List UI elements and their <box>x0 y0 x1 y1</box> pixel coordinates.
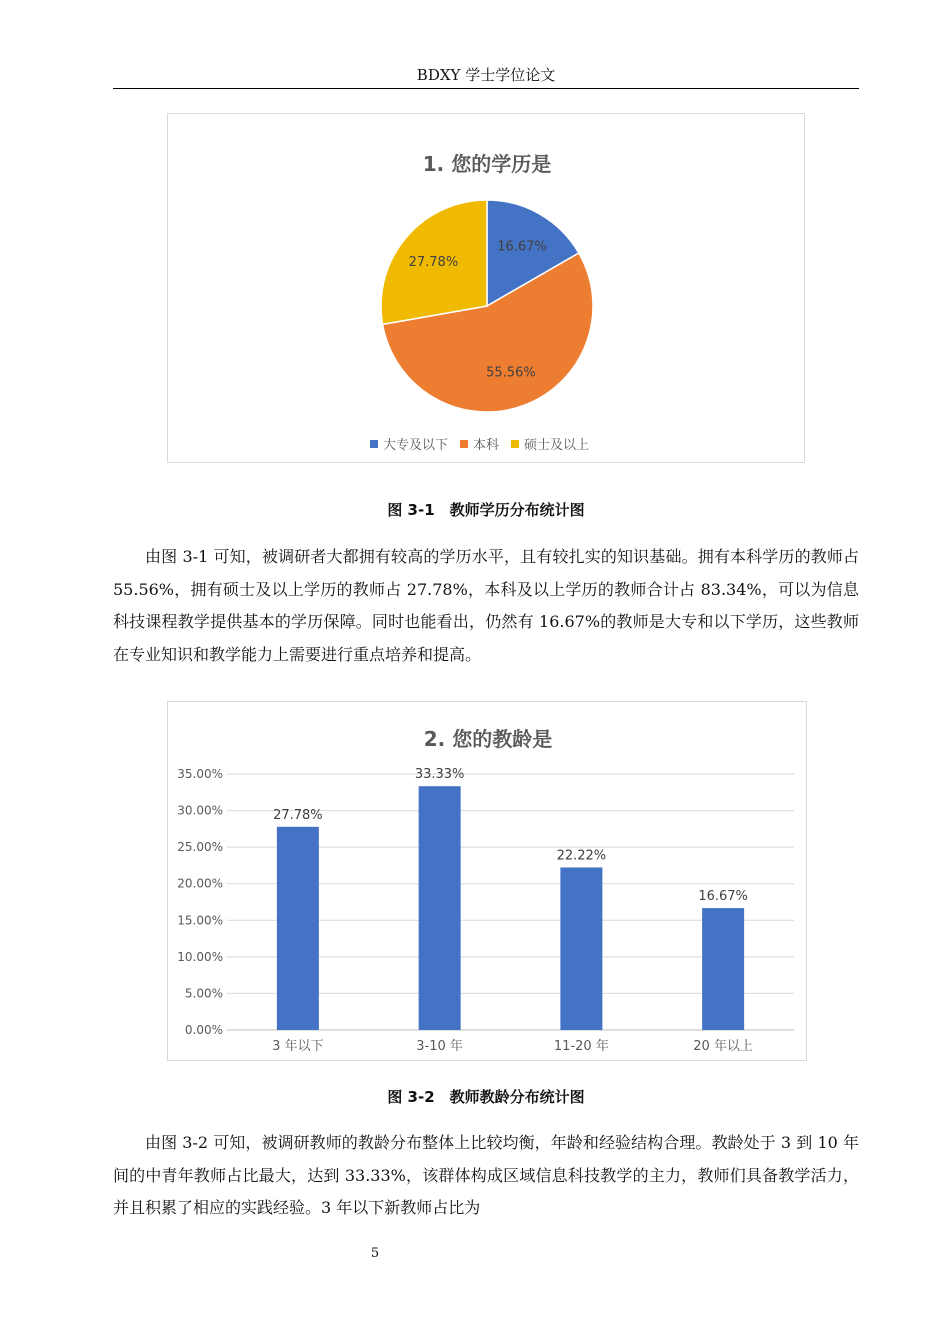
figure-caption-1: 图 3-1 教师学历分布统计图 <box>387 501 585 519</box>
paragraph-2: 由图 3-2 可知，被调研教师的教龄分布整体上比较均衡，年龄和经验结构合理。教龄处于 3 到 10 年间的中青年教师占比最大，达到 33.33%，该群体构成区域信息科技教学的主力，教师们具备教学活力，并且积累了相应的实践经验。3 年以下新教师占比为 <box>113 1133 859 1217</box>
pie-chart-figure <box>167 113 805 463</box>
legend-swatch-0 <box>370 440 378 448</box>
bar-1 <box>419 786 461 1030</box>
legend-label-2: 硕士及以上 <box>524 438 590 453</box>
bar-data-label-2: 22.22% <box>556 848 607 864</box>
x-tick-label-2: 11-20 年 <box>553 1039 609 1054</box>
y-tick-label: 25.00% <box>177 840 223 855</box>
bar-chart <box>168 702 808 1062</box>
x-tick-label-3: 20 年以上 <box>693 1039 753 1054</box>
running-header: BDXY 学士学位论文 <box>113 64 859 89</box>
y-tick-label: 10.00% <box>177 949 223 964</box>
legend-swatch-1 <box>460 440 468 448</box>
pie-data-label-2: 27.78% <box>408 255 459 271</box>
pie-data-label-1: 55.56% <box>486 365 536 381</box>
legend-label-0: 大专及以下 <box>383 438 449 453</box>
bar-title: 2. 您的教龄是 <box>423 727 553 751</box>
bar-3 <box>702 908 744 1030</box>
legend-swatch-2 <box>511 440 519 448</box>
bar-data-label-3: 16.67% <box>698 889 748 905</box>
bar-0 <box>277 827 319 1030</box>
bar-data-label-1: 33.33% <box>414 767 465 783</box>
figure-caption-2: 图 3-2 教师教龄分布统计图 <box>387 1088 585 1106</box>
bar-chart-figure <box>167 701 807 1061</box>
x-tick-label-0: 3 年以下 <box>272 1039 324 1054</box>
y-tick-label: 20.00% <box>177 876 223 891</box>
y-tick-label: 35.00% <box>177 767 223 781</box>
pie-title: 1. 您的学历是 <box>422 152 552 176</box>
y-tick-label: 30.00% <box>177 803 223 818</box>
bar-2 <box>560 867 602 1030</box>
y-tick-label: 0.00% <box>184 1023 223 1037</box>
page-number: 5 <box>370 1246 380 1261</box>
paragraph-1: 由图 3-1 可知，被调研者大都拥有较高的学历水平，且有较扎实的知识基础。拥有本科学历的教师占 55.56%，拥有硕士及以上学历的教师占 27.78%，本科及以上学历的教师合计占 83.34%，可以为信息科技课程教学提供基本的学历保障。同时也能看出，仍然有 16.67%的教师是大专和以下学历，这些教师在专业知识和教学能力上需要进行重点培养和提高。 <box>113 547 859 664</box>
y-tick-label: 15.00% <box>177 913 223 928</box>
legend-label-1: 本科 <box>473 438 500 453</box>
pie-data-label-0: 16.67% <box>497 239 547 255</box>
y-tick-label: 5.00% <box>184 986 223 1001</box>
x-tick-label-1: 3-10 年 <box>416 1039 463 1054</box>
bar-data-label-0: 27.78% <box>273 807 323 823</box>
pie-chart <box>168 114 806 464</box>
